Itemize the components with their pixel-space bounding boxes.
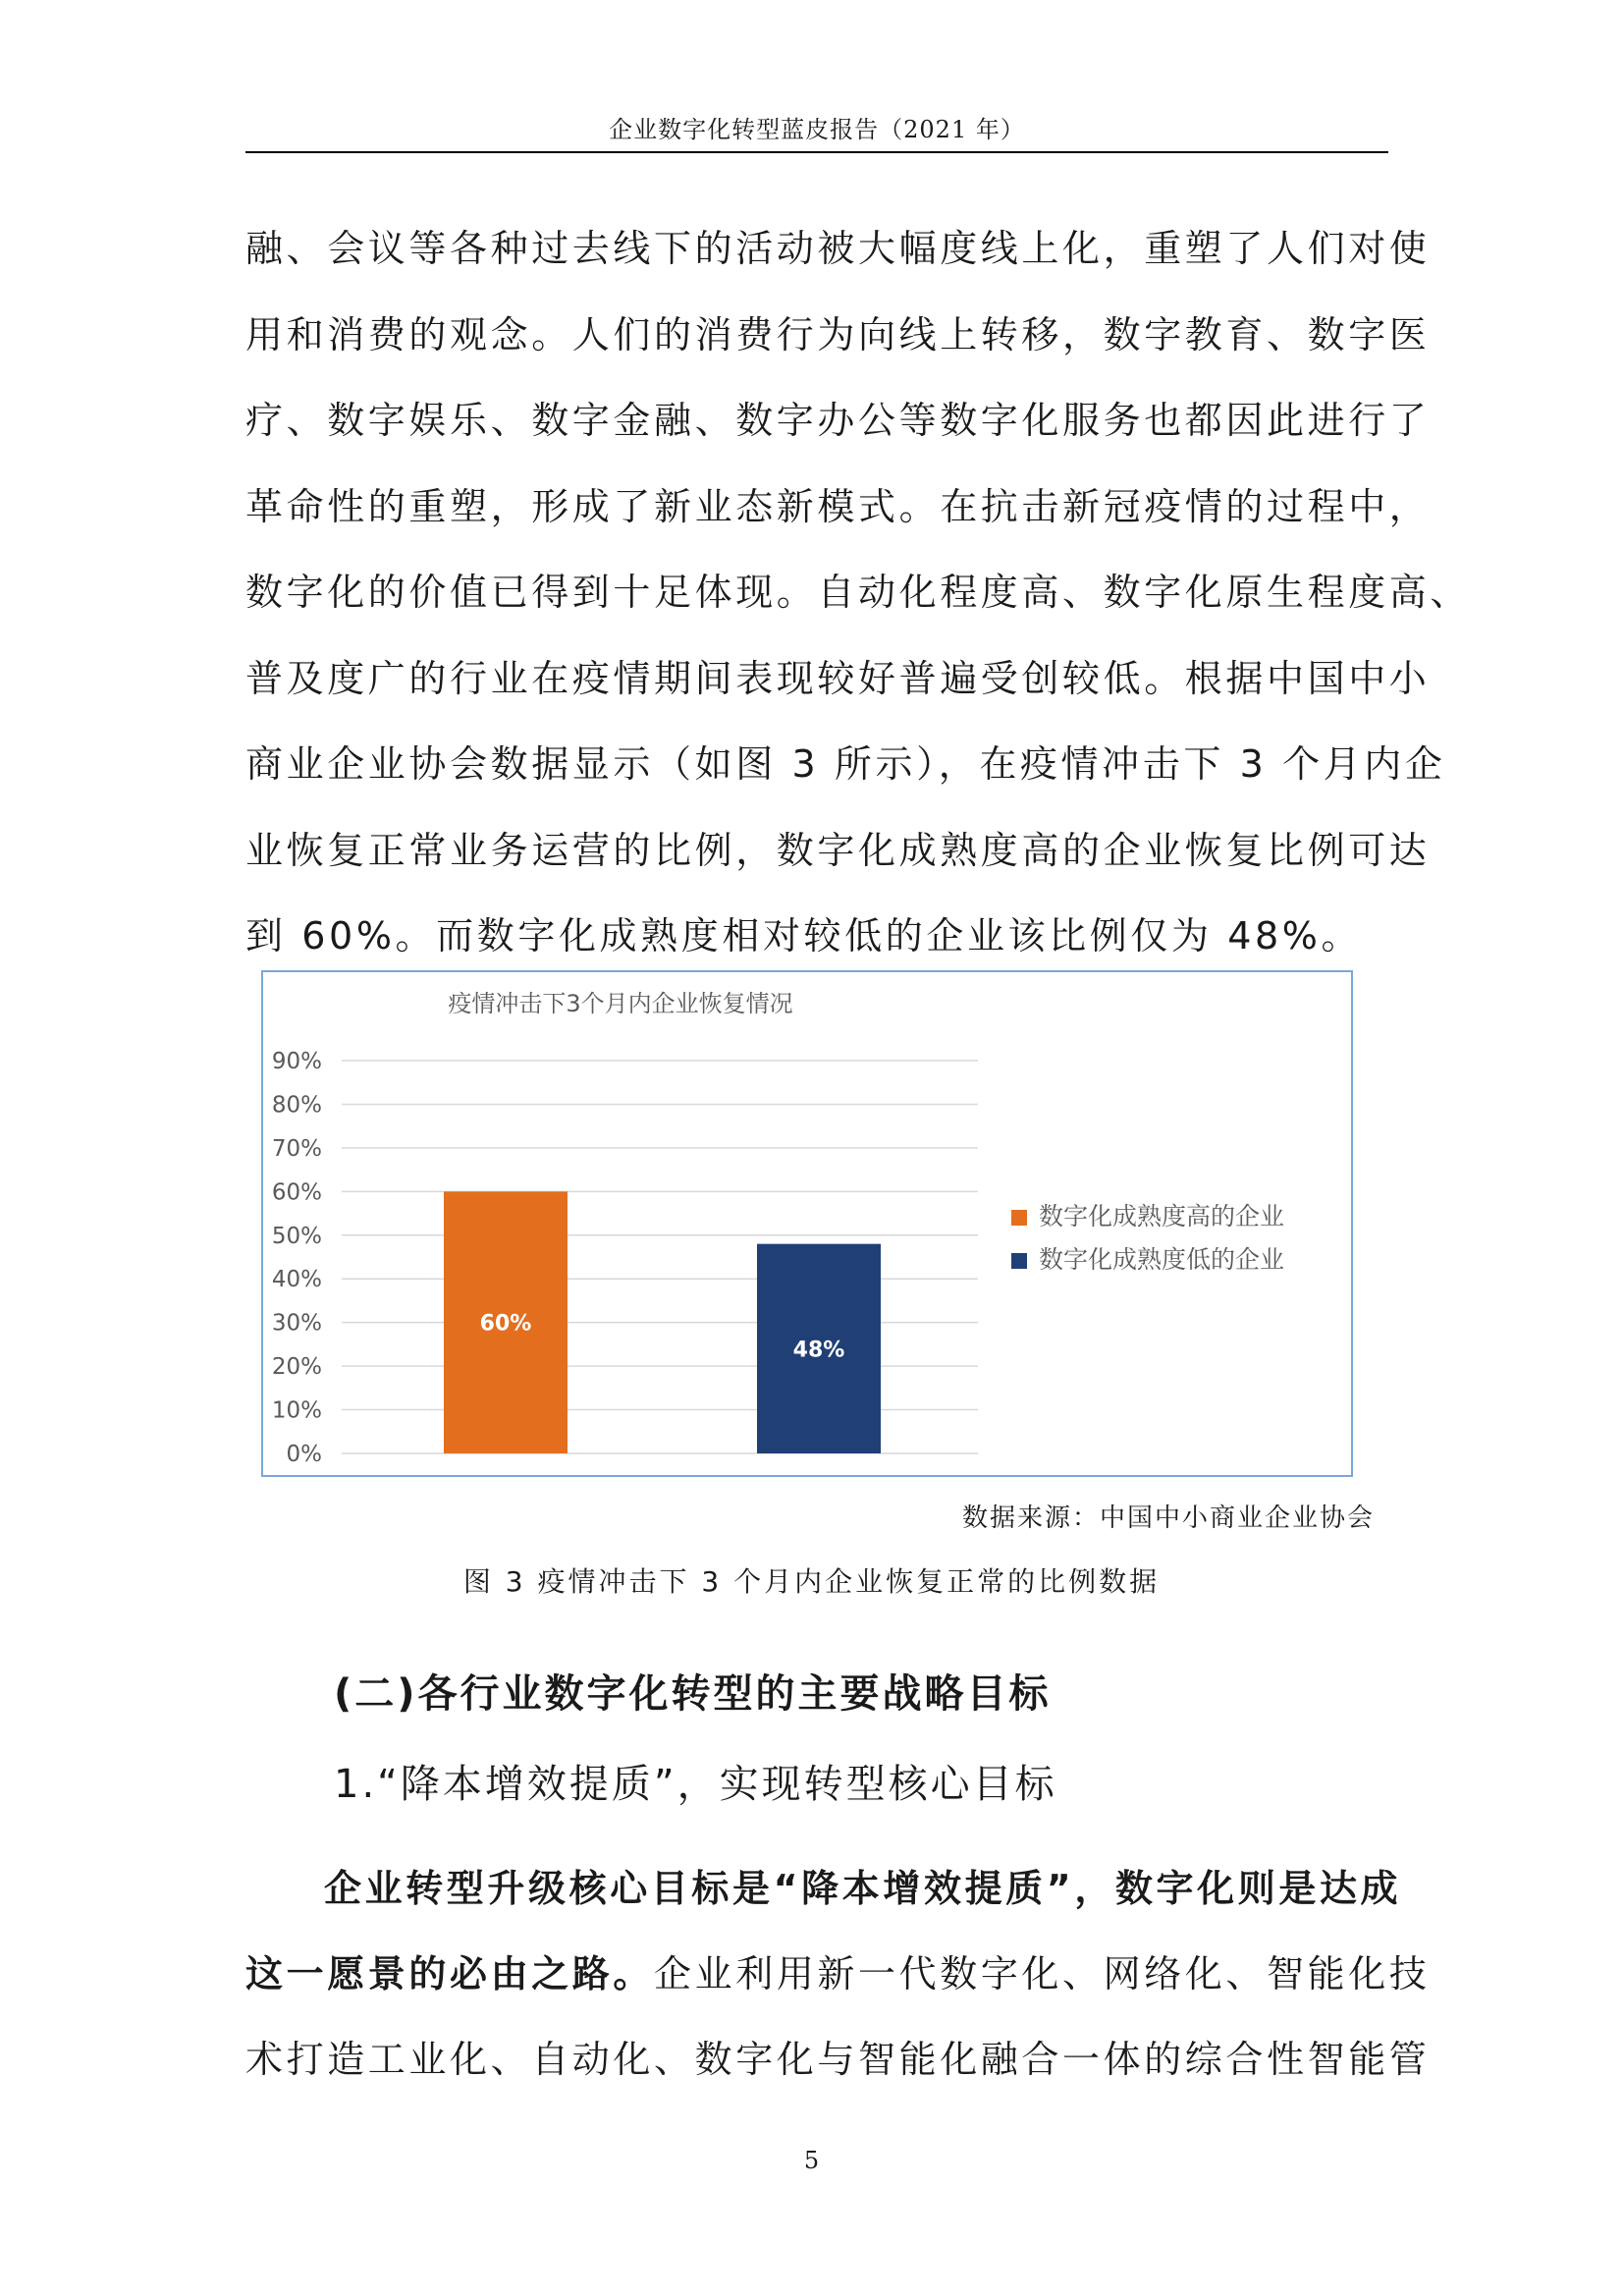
figure-source: 数据来源：中国中小商业企业协会	[961, 1503, 1375, 1533]
paragraph-line: 数字化的价值已得到十足体现。自动化程度高、数字化原生程度高、	[245, 571, 1472, 614]
section-heading: (二)各行业数字化转型的主要战略目标	[334, 1671, 1052, 1717]
paragraph-line: 到 60%。而数字化成熟度相对较低的企业该比例仅为 48%。	[245, 914, 1363, 957]
paragraph-line	[245, 1932, 1431, 2017]
paragraph-line: 用和消费的观念。人们的消费行为向线上转移，数字教育、数字医	[245, 312, 1431, 356]
paragraph-line: 商业企业协会数据显示（如图 3 所示），在疫情冲击下 3 个月内企	[245, 742, 1446, 786]
bar-data-label: 60%	[479, 1311, 532, 1337]
y-tick-label: 80%	[271, 1092, 322, 1119]
paragraph-line: 企业转型升级核心目标是“降本增效提质”，数字化则是达成	[324, 1867, 1402, 1910]
paragraph-line: 普及度广的行业在疫情期间表现较好普遍受创较低。根据中国中小	[245, 656, 1431, 700]
chart-title: 疫情冲击下3个月内企业恢复情况	[448, 990, 793, 1017]
paragraph-line: 疗、数字娱乐、数字金融、数字办公等数字化服务也都因此进行了	[245, 399, 1431, 442]
y-tick-label: 70%	[271, 1135, 322, 1162]
figure-caption: 图 3 疫情冲击下 3 个月内企业恢复正常的比例数据	[462, 1565, 1161, 1598]
y-tick-label: 90%	[271, 1049, 322, 1074]
y-tick-label: 0%	[286, 1442, 322, 1467]
y-tick-label: 20%	[271, 1354, 322, 1381]
paragraph-line: 革命性的重塑，形成了新业态新模式。在抗击新冠疫情的过程中，	[245, 484, 1431, 528]
y-tick-label: 50%	[271, 1223, 322, 1249]
header-divider	[245, 151, 1388, 153]
bold-text: 这一愿景的必由之路。	[245, 1952, 655, 1995]
legend-swatch	[1011, 1210, 1027, 1226]
paragraph-1	[245, 206, 1472, 980]
y-tick-label: 10%	[271, 1397, 322, 1424]
sub-heading: 1.“降本增效提质”，实现转型核心目标	[334, 1762, 1057, 1807]
paragraph-line: 术打造工业化、自动化、数字化与智能化融合一体的综合性智能管	[245, 2038, 1431, 2081]
recovery-chart	[261, 970, 1353, 1477]
paragraph-text: 企业利用新一代数字化、网络化、智能化技	[654, 1952, 1431, 1995]
page-number: 5	[803, 2147, 820, 2174]
y-tick-label: 40%	[271, 1267, 322, 1293]
chart-canvas	[263, 972, 1351, 1475]
legend-swatch	[1011, 1253, 1027, 1269]
paragraph-2	[245, 1846, 1431, 2103]
running-header: 企业数字化转型蓝皮报告（2021 年）	[609, 116, 1025, 143]
legend-label: 数字化成熟度高的企业	[1039, 1202, 1285, 1230]
y-tick-label: 30%	[271, 1310, 322, 1337]
legend-label: 数字化成熟度低的企业	[1039, 1245, 1285, 1274]
paragraph-line: 融、会议等各种过去线下的活动被大幅度线上化，重塑了人们对使	[245, 227, 1431, 270]
paragraph-line: 业恢复正常业务运营的比例，数字化成熟度高的企业恢复比例可达	[245, 828, 1431, 872]
y-tick-label: 60%	[271, 1179, 322, 1206]
bar-data-label: 48%	[792, 1338, 845, 1363]
